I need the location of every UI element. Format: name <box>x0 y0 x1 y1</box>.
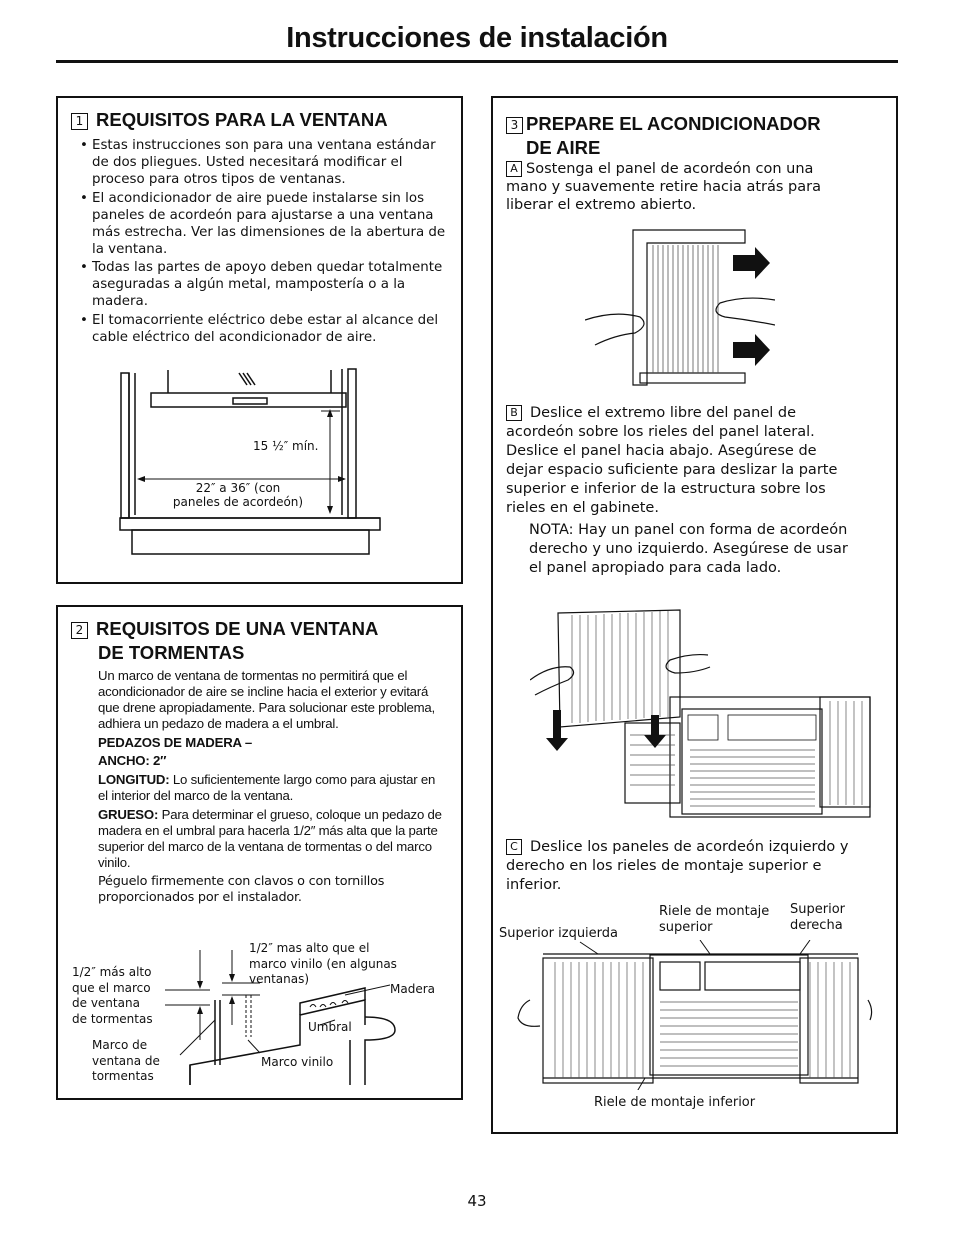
section-3-heading: 3 PREPARE EL ACONDICIONADOR DE AIRE <box>506 112 821 160</box>
section-2-heading: 2 REQUISITOS DE UNA VENTANA DE TORMENTAS <box>71 617 378 665</box>
lower-rail-label: Riele de montaje inferior <box>594 1095 756 1110</box>
list-item: • El tomacorriente eléctrico debe estar al alcance del cable eléctrico del acondicionador de aire. <box>80 312 450 346</box>
step-letter-box: C <box>506 839 522 855</box>
wood-pieces-label: PEDAZOS DE MADERA – <box>98 735 252 750</box>
accordion-pull-diagram <box>585 225 775 395</box>
storm-window-intro: Un marco de ventana de tormentas no permitirá que el acondicionador de aire se incline hacia el exterior y evitará que drene apropiadamente. Para solucionar este problema, adhiera un pedazo de madera a el umbral. <box>98 668 436 731</box>
wood-label: Madera <box>390 982 435 996</box>
half-inch-vinyl-label: 1/2″ mas alto que el marco vinilo (en algunas ventanas) <box>249 941 397 986</box>
wood-thickness-text: GRUESO: Para determinar el grueso, coloque un pedazo de madera en el umbral para hacerla 1/2″ más alta que la parte superior del marco de la ventana de tormentas o del marco vinilo. <box>98 807 442 870</box>
section-1-heading: 1 REQUISITOS PARA LA VENTANA <box>71 108 388 132</box>
vinyl-frame-label: Marco vinilo <box>261 1055 334 1069</box>
width-range-label: 22″ a 36″ (con paneles de acordeón) <box>172 481 304 509</box>
title-rule <box>56 60 898 63</box>
upper-left-label: Superior izquierda <box>499 926 618 941</box>
list-item: • El acondicionador de aire puede instalarse sin los paneles de acordeón para ajustarse a una ventana más estrecha. Ver las dimensiones de la abertura de la ventana. <box>80 190 450 258</box>
step-number-box: 3 <box>506 117 523 134</box>
min-height-label: 15 ½″ mín. <box>253 439 319 453</box>
step-number-box: 1 <box>71 113 88 130</box>
list-item: • Todas las partes de apoyo deben quedar totalmente aseguradas a algún metal, mampostería o a la madera. <box>80 259 450 310</box>
sill-label: Umbral <box>308 1020 352 1034</box>
step-a-text: A Sostenga el panel de acordeón con una mano y suavemente retire hacia atrás para liberar el extremo abierto. <box>506 161 821 213</box>
accordion-note: NOTA: Hay un panel con forma de acordeón derecho y uno izquierdo. Asegúrese de usar el panel apropiado para cada lado. <box>529 522 848 576</box>
storm-frame-label: Marco de ventana de tormentas <box>92 1038 160 1083</box>
accordion-slide-diagram <box>530 605 875 820</box>
page-title: Instrucciones de instalación <box>286 22 668 54</box>
step-letter-box: A <box>506 161 522 177</box>
step-letter-box: B <box>506 405 522 421</box>
upper-right-label: Superior derecha <box>790 902 845 933</box>
window-dimensions-diagram <box>115 365 385 560</box>
wood-length-text: LONGITUD: Lo suficientemente largo como para ajustar en el interior del marco de la ventana. <box>98 772 436 803</box>
list-item: • Estas instrucciones son para una ventana estándar de dos pliegues. Usted necesitará modificar el proceso para otros tipos de ventanas. <box>80 137 450 188</box>
storm-window-text <box>98 668 448 909</box>
step-c-text: C Deslice los paneles de acordeón izquierdo y derecho en los rieles de montaje superior e inferior. <box>506 839 849 893</box>
wood-width-label: ANCHO: 2″ <box>98 753 167 768</box>
upper-rail-label: Riele de montaje superior <box>659 904 770 935</box>
page-number: 43 <box>467 1192 487 1210</box>
step-b-text: B Deslice el extremo libre del panel de acordeón sobre los rieles del panel lateral. Deslice el panel hacia abajo. Asegúrese de dejar espacio suficiente para deslizar la parte superior e inferior de la estructura sobre los rieles en el gabinete. <box>506 405 838 516</box>
window-requirements-list <box>80 137 450 347</box>
attach-instructions: Péguelo firmemente con clavos o con tornillos proporcionados por el instalador. <box>98 874 385 905</box>
half-inch-storm-label: 1/2″ más alto que el marco de ventana de tormentas <box>72 965 153 1026</box>
mounting-rails-diagram <box>510 940 875 1090</box>
step-number-box: 2 <box>71 622 88 639</box>
